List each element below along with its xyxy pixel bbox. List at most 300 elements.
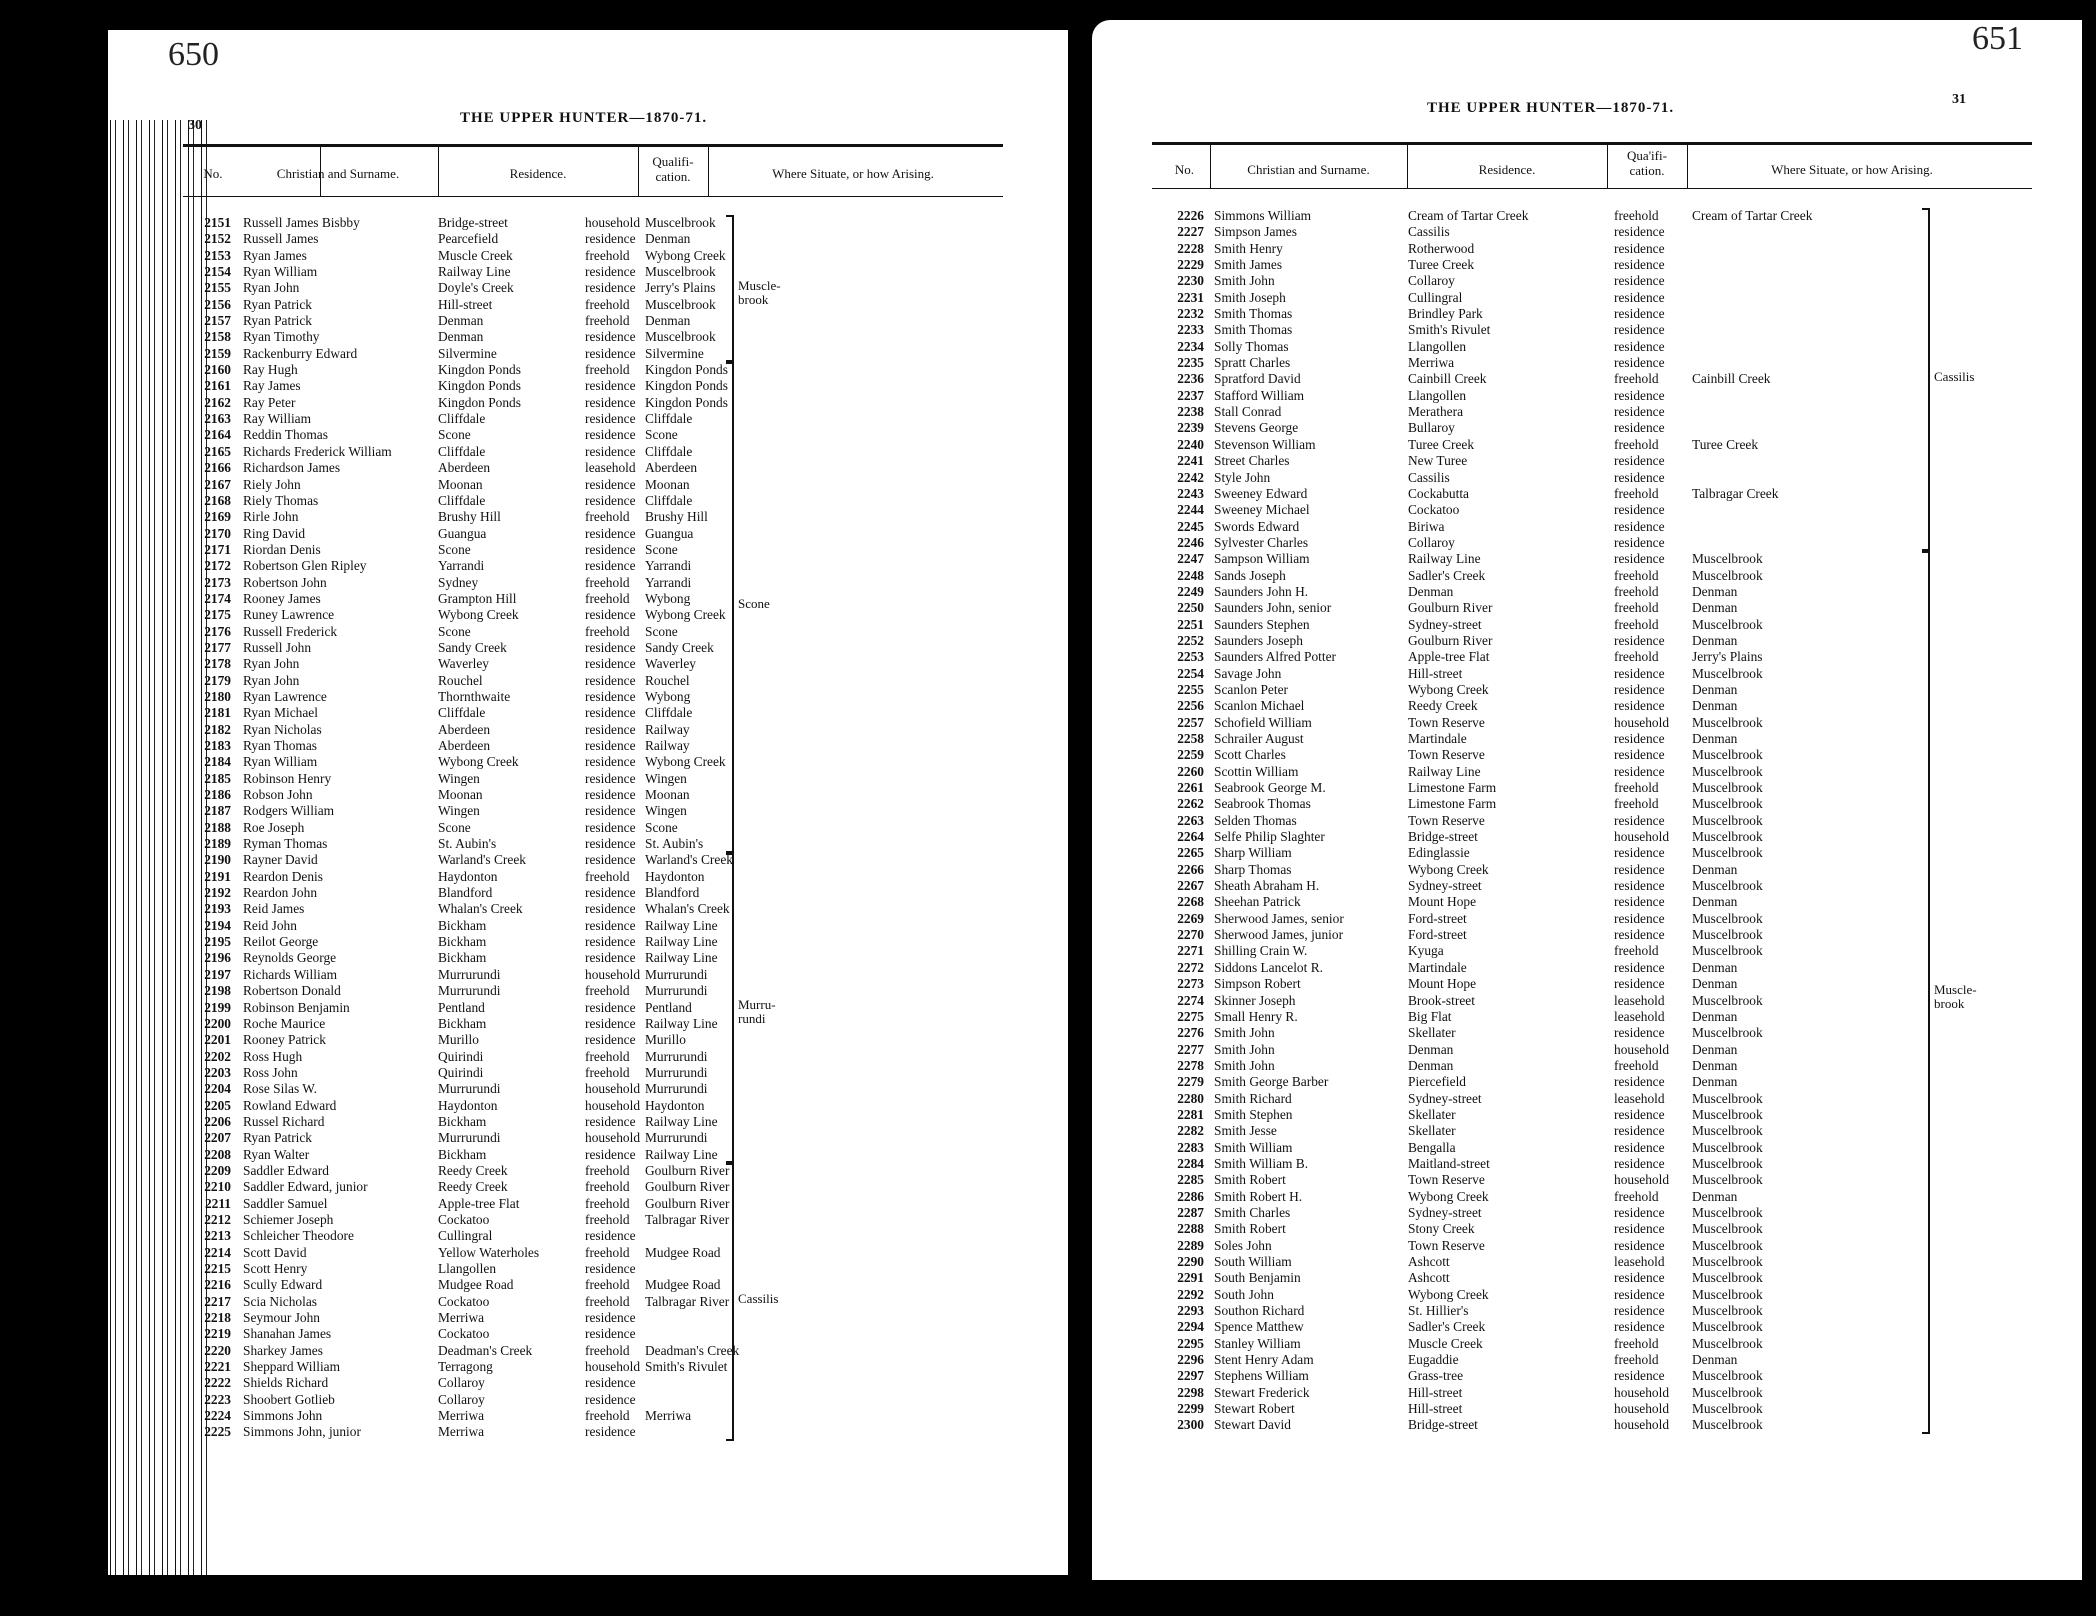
table-row — [1152, 453, 2052, 469]
table-row — [1152, 649, 2052, 665]
table-row — [183, 558, 1043, 574]
row-qualification: household — [1614, 1172, 1670, 1188]
row-name: Seabrook Thomas — [1214, 796, 1311, 812]
row-name: Saunders John, senior — [1214, 600, 1332, 616]
row-qualification: residence — [585, 1391, 636, 1407]
table-row — [1152, 1401, 2052, 1417]
table-row — [1152, 1058, 2052, 1074]
row-qualification: freehold — [1614, 943, 1659, 959]
table-row — [183, 378, 1043, 394]
row-number: 2200 — [204, 1015, 231, 1031]
row-where: Wybong — [645, 590, 691, 606]
row-number: 2193 — [204, 901, 231, 917]
row-number: 2160 — [204, 362, 231, 378]
row-residence: Bickham — [438, 917, 487, 933]
row-residence: Wybong Creek — [1408, 681, 1489, 697]
row-qualification: residence — [1614, 731, 1665, 746]
table-row — [1152, 715, 2052, 731]
table-row — [1152, 1123, 2052, 1139]
row-name: Saunders Joseph — [1214, 632, 1303, 648]
row-where: Wybong Creek — [645, 247, 726, 263]
table-row — [183, 1163, 1043, 1179]
row-qualification: residence — [585, 754, 636, 770]
row-qualification: residence — [585, 541, 636, 557]
row-number: 2255 — [1177, 681, 1204, 697]
row-number: 2176 — [204, 623, 231, 639]
table-row — [1152, 845, 2052, 861]
row-where: Scone — [645, 623, 678, 639]
row-where: Muscelbrook — [645, 296, 716, 312]
row-qualification: residence — [1614, 453, 1665, 469]
table-row — [1152, 1368, 2052, 1384]
row-qualification: residence — [585, 1310, 636, 1326]
row-name: Schrailer August — [1214, 731, 1304, 746]
row-qualification: residence — [1614, 518, 1665, 534]
row-name: Ryan John — [243, 280, 300, 296]
row-residence: Blandford — [438, 885, 493, 901]
row-qualification: freehold — [585, 623, 630, 639]
row-where: Denman — [1692, 1008, 1738, 1024]
row-number: 2166 — [204, 460, 231, 476]
row-number: 2184 — [204, 754, 231, 770]
row-where: Muscelbrook — [1692, 1286, 1763, 1302]
table-row — [1152, 1107, 2052, 1123]
row-number: 2237 — [1177, 387, 1204, 403]
row-where: Moonan — [645, 787, 690, 803]
row-name: Ryan Patrick — [243, 296, 313, 312]
table-row — [183, 820, 1043, 836]
row-number: 2195 — [204, 934, 231, 950]
row-number: 2283 — [1177, 1139, 1204, 1155]
row-name: Russell Frederick — [243, 623, 338, 639]
row-where: Murillo — [645, 1032, 686, 1048]
row-qualification: leasehold — [1614, 1090, 1665, 1106]
table-row — [183, 852, 1043, 868]
table-row — [1152, 747, 2052, 763]
row-name: Ryan James — [243, 247, 307, 263]
row-qualification: residence — [585, 934, 636, 950]
table-row — [183, 444, 1043, 460]
row-qualification: freehold — [585, 1211, 630, 1227]
table-row — [183, 1310, 1043, 1326]
row-qualification: residence — [1614, 1074, 1665, 1090]
table-row — [183, 1098, 1043, 1114]
row-residence: Waverley — [438, 656, 489, 672]
row-where: Muscelbrook — [1692, 1106, 1763, 1122]
row-name: Ryan Patrick — [243, 1130, 313, 1146]
table-row — [1152, 208, 2052, 224]
row-name: Simpson Robert — [1214, 976, 1301, 992]
row-residence: Silvermine — [438, 345, 497, 361]
row-residence: Maitland-street — [1408, 1155, 1490, 1171]
row-residence: Town Reserve — [1408, 812, 1485, 828]
row-residence: Hill-street — [1408, 1384, 1463, 1400]
table-row — [1152, 404, 2052, 420]
row-number: 2180 — [204, 688, 231, 704]
table-row — [1152, 617, 2052, 633]
row-qualification: freehold — [585, 1162, 630, 1178]
table-row — [183, 673, 1043, 689]
row-where: Goulburn River — [645, 1179, 730, 1195]
row-qualification: residence — [1614, 976, 1665, 992]
row-name: Ryan Patrick — [243, 313, 313, 329]
district-bracket — [726, 362, 734, 853]
row-where: Cream of Tartar Creek — [1692, 208, 1813, 223]
row-number: 2265 — [1177, 845, 1204, 861]
row-qualification: residence — [1614, 322, 1665, 338]
row-number: 2286 — [1177, 1188, 1204, 1204]
row-name: Sampson William — [1214, 551, 1310, 567]
row-residence: Limestone Farm — [1408, 780, 1497, 796]
row-name: Shilling Crain W. — [1214, 943, 1308, 959]
row-name: Spratford David — [1214, 371, 1301, 387]
row-residence: Yarrandi — [438, 558, 485, 574]
row-number: 2232 — [1177, 306, 1204, 322]
row-number: 2262 — [1177, 796, 1204, 812]
row-number: 2268 — [1177, 894, 1204, 910]
table-row — [1152, 960, 2052, 976]
row-name: Ryan Nicholas — [243, 721, 322, 737]
row-qualification: residence — [1614, 551, 1665, 567]
row-where: Yarrandi — [645, 574, 692, 590]
row-name: Sherwood James, junior — [1214, 927, 1344, 943]
row-where: Muscelbrook — [1692, 1139, 1763, 1155]
row-name: Smith Stephen — [1214, 1106, 1293, 1122]
row-qualification: household — [585, 215, 641, 230]
row-number: 2158 — [204, 329, 231, 345]
table-row — [1152, 943, 2052, 959]
row-name: Sherwood James, senior — [1214, 910, 1344, 926]
row-name: Stewart David — [1214, 1417, 1291, 1433]
row-name: Robertson John — [243, 574, 327, 590]
row-name: Saunders Stephen — [1214, 616, 1310, 632]
row-name: Smith Robert H. — [1214, 1188, 1303, 1204]
row-residence: Pentland — [438, 999, 485, 1015]
row-number: 2221 — [204, 1359, 231, 1375]
row-number: 2243 — [1177, 485, 1204, 501]
row-qualification: residence — [585, 705, 636, 721]
table-row — [183, 411, 1043, 427]
header-qualification: Qualifi- cation. — [652, 154, 694, 184]
row-where: Muscelbrook — [1692, 943, 1763, 959]
row-qualification: residence — [1614, 845, 1665, 861]
row-where: Murrurundi — [645, 983, 708, 999]
table-row — [183, 1081, 1043, 1097]
row-number: 2173 — [204, 574, 231, 590]
table-row — [1152, 584, 2052, 600]
row-residence: Martindale — [1408, 959, 1467, 975]
row-qualification: household — [585, 1359, 641, 1375]
row-name: Smith William — [1214, 1139, 1293, 1155]
row-residence: Kingdon Ponds — [438, 394, 521, 410]
row-number: 2254 — [1177, 665, 1204, 681]
row-qualification: residence — [1614, 1368, 1665, 1384]
row-qualification: residence — [1614, 681, 1665, 697]
row-qualification: residence — [1614, 338, 1665, 354]
row-number: 2273 — [1177, 976, 1204, 992]
row-residence: Bullaroy — [1408, 420, 1455, 436]
row-name: Stafford William — [1214, 387, 1305, 403]
table-row — [1152, 437, 2052, 453]
row-name: Ray Peter — [243, 394, 296, 410]
row-residence: Cockabutta — [1408, 485, 1469, 501]
table-row — [183, 1049, 1043, 1065]
table-row — [1152, 1172, 2052, 1188]
row-residence: Turee Creek — [1408, 257, 1475, 273]
table-row — [1152, 633, 2052, 649]
row-name: Simmons John — [243, 1408, 323, 1424]
row-name: Smith Thomas — [1214, 322, 1293, 338]
row-where: Denman — [1692, 1352, 1738, 1368]
district-label: Cassilis — [1934, 368, 1975, 384]
row-name: Selfe Philip Slaghter — [1214, 829, 1325, 845]
row-number: 2207 — [204, 1130, 231, 1146]
row-where: Yarrandi — [645, 558, 692, 574]
row-name: Saddler Samuel — [243, 1195, 328, 1211]
district-bracket — [726, 1163, 734, 1441]
table-row — [1152, 813, 2052, 829]
table-row — [1152, 1319, 2052, 1335]
table-row — [1152, 682, 2052, 698]
row-name: Style John — [1214, 469, 1271, 485]
row-qualification: freehold — [585, 1408, 630, 1424]
row-name: Russel Richard — [243, 1113, 325, 1129]
row-residence: Denman — [438, 313, 484, 329]
table-row — [183, 1424, 1043, 1440]
row-residence: Edinglassie — [1408, 845, 1470, 861]
row-number: 2271 — [1177, 943, 1204, 959]
row-qualification: freehold — [585, 1064, 630, 1080]
row-name: Rackenburry Edward — [243, 345, 358, 361]
row-qualification: residence — [1614, 273, 1665, 289]
row-where: Muscelbrook — [1692, 763, 1763, 779]
row-where: Denman — [645, 313, 691, 329]
row-number: 2194 — [204, 917, 231, 933]
row-residence: Merriwa — [438, 1424, 485, 1440]
row-residence: Mount Hope — [1408, 976, 1477, 992]
table-row — [183, 918, 1043, 934]
row-qualification: residence — [585, 852, 636, 868]
row-qualification: residence — [1614, 665, 1665, 681]
row-qualification: freehold — [1614, 1188, 1659, 1204]
table-row — [183, 1359, 1043, 1375]
row-residence: Haydonton — [438, 868, 498, 884]
row-where: Murrurundi — [645, 966, 708, 982]
row-number: 2297 — [1177, 1368, 1204, 1384]
row-qualification: freehold — [1614, 208, 1659, 223]
row-name: Smith James — [1214, 257, 1283, 273]
table-row — [1152, 1042, 2052, 1058]
row-number: 2177 — [204, 639, 231, 655]
row-name: Sweeney Edward — [1214, 485, 1308, 501]
row-residence: Wingen — [438, 770, 480, 786]
row-number: 2234 — [1177, 338, 1204, 354]
row-where: Denman — [1692, 632, 1738, 648]
row-residence: Railway Line — [1408, 763, 1481, 779]
row-name: Rodgers William — [243, 803, 335, 819]
row-qualification: residence — [585, 231, 636, 247]
row-name: Robson John — [243, 787, 313, 803]
row-name: Smith Thomas — [1214, 306, 1293, 322]
row-residence: Wybong Creek — [1408, 861, 1489, 877]
row-number: 2216 — [204, 1277, 231, 1293]
row-name: Reardon John — [243, 885, 318, 901]
row-residence: Ashcott — [1408, 1270, 1450, 1286]
row-number: 2191 — [204, 868, 231, 884]
row-residence: Merriwa — [438, 1408, 485, 1424]
row-number: 2249 — [1177, 583, 1204, 599]
row-residence: Bickham — [438, 950, 487, 966]
row-where: Muscelbrook — [1692, 1155, 1763, 1171]
row-qualification: leasehold — [1614, 1254, 1665, 1269]
row-residence: St. Hillier's — [1408, 1303, 1469, 1319]
table-row — [183, 313, 1043, 329]
header-no: No. — [203, 166, 223, 181]
row-residence: Cockatoo — [438, 1326, 490, 1342]
row-number: 2245 — [1177, 518, 1204, 534]
row-residence: New Turee — [1408, 453, 1468, 469]
table-row — [1152, 1074, 2052, 1090]
row-name: Stephens William — [1214, 1368, 1309, 1384]
row-number: 2153 — [204, 247, 231, 263]
row-name: Stewart Robert — [1214, 1401, 1295, 1417]
row-residence: Whalan's Creek — [438, 901, 523, 917]
row-residence: Deadman's Creek — [438, 1342, 533, 1358]
row-name: Skinner Joseph — [1214, 992, 1296, 1008]
row-where: Scone — [645, 819, 678, 835]
district-bracket — [1922, 208, 1930, 551]
row-residence: Mount Hope — [1408, 894, 1477, 910]
row-qualification: household — [1614, 1384, 1670, 1400]
table-row — [183, 1375, 1043, 1391]
row-number: 2263 — [1177, 812, 1204, 828]
row-number: 2267 — [1177, 878, 1204, 894]
row-where: Muscelbrook — [1692, 1319, 1763, 1335]
row-residence: Denman — [1408, 583, 1454, 599]
row-qualification: freehold — [585, 1195, 630, 1211]
row-name: Ross John — [243, 1064, 298, 1080]
row-where: Wingen — [645, 770, 687, 786]
table-row — [183, 1212, 1043, 1228]
row-number: 2214 — [204, 1244, 231, 1260]
row-residence: Skellater — [1408, 1025, 1456, 1041]
row-where: Denman — [1692, 1057, 1738, 1073]
row-number: 2226 — [1177, 208, 1204, 223]
row-where: Denman — [1692, 583, 1738, 599]
table-row — [183, 983, 1043, 999]
row-where: Talbragar River — [645, 1211, 730, 1227]
table-row — [183, 771, 1043, 787]
row-qualification: freehold — [585, 313, 630, 329]
row-qualification: residence — [1614, 502, 1665, 518]
table-row — [1152, 1287, 2052, 1303]
row-qualification: household — [1614, 829, 1670, 845]
row-number: 2248 — [1177, 567, 1204, 583]
table-row — [183, 1261, 1043, 1277]
row-residence: Railway Line — [1408, 551, 1481, 567]
row-qualification: freehold — [585, 574, 630, 590]
row-qualification: freehold — [1614, 371, 1659, 387]
table-row — [183, 1147, 1043, 1163]
row-where: Murrurundi — [645, 1081, 708, 1097]
row-where: Haydonton — [645, 1097, 705, 1113]
row-name: Scanlon Michael — [1214, 698, 1305, 714]
row-residence: Town Reserve — [1408, 1172, 1485, 1188]
row-qualification: residence — [585, 345, 636, 361]
row-residence: Skellater — [1408, 1123, 1456, 1139]
row-qualification: residence — [585, 443, 636, 459]
row-name: Stall Conrad — [1214, 404, 1282, 420]
row-residence: Cockatoo — [438, 1293, 490, 1309]
row-name: Ryan John — [243, 656, 300, 672]
row-residence: Murrurundi — [438, 1081, 501, 1097]
row-qualification: residence — [1614, 698, 1665, 714]
row-qualification: residence — [1614, 534, 1665, 550]
row-number: 2274 — [1177, 992, 1204, 1008]
row-residence: Kingdon Ponds — [438, 378, 521, 394]
table-row — [183, 395, 1043, 411]
header-residence: Residence. — [509, 166, 567, 181]
row-name: Roche Maurice — [243, 1015, 326, 1031]
row-where: Cliffdale — [645, 705, 693, 721]
row-number: 2152 — [204, 231, 231, 247]
row-where: Kingdon Ponds — [645, 378, 728, 394]
row-name: Saddler Edward, junior — [243, 1179, 368, 1195]
row-qualification: freehold — [585, 1342, 630, 1358]
row-where: Railway — [645, 738, 690, 753]
row-name: Siddons Lancelot R. — [1214, 959, 1323, 975]
row-where: Wybong Creek — [645, 607, 726, 623]
row-residence: Aberdeen — [438, 738, 491, 753]
row-name: Street Charles — [1214, 453, 1290, 469]
row-qualification: residence — [1614, 812, 1665, 828]
row-where: Railway Line — [645, 917, 718, 933]
row-name: Rooney Patrick — [243, 1032, 326, 1048]
row-residence: Sydney-street — [1408, 1090, 1482, 1106]
row-number: 2280 — [1177, 1090, 1204, 1106]
row-name: Richardson James — [243, 460, 341, 476]
row-number: 2285 — [1177, 1172, 1204, 1188]
row-where: Muscelbrook — [1692, 796, 1763, 812]
row-residence: Cainbill Creek — [1408, 371, 1487, 387]
table-row — [183, 215, 1043, 231]
row-qualification: residence — [585, 607, 636, 623]
row-residence: Aberdeen — [438, 721, 491, 737]
row-number: 2188 — [204, 819, 231, 835]
header-residence: Residence. — [1478, 162, 1536, 177]
row-where: Denman — [1692, 600, 1738, 616]
table-row — [183, 1032, 1043, 1048]
row-name: Sharp William — [1214, 845, 1292, 861]
row-qualification: residence — [585, 264, 636, 280]
row-name: Simmons John, junior — [243, 1424, 361, 1440]
row-where: Warland's Creek — [645, 852, 733, 868]
row-where: Haydonton — [645, 868, 705, 884]
row-qualification: freehold — [585, 1048, 630, 1064]
row-number: 2192 — [204, 885, 231, 901]
table-row — [1152, 322, 2052, 338]
table-row — [183, 1196, 1043, 1212]
header-qualification: Qua'ifi- cation. — [1627, 148, 1667, 178]
row-qualification: residence — [1614, 1237, 1665, 1253]
row-name: Ryan Thomas — [243, 738, 317, 753]
table-row — [1152, 1189, 2052, 1205]
row-number: 2165 — [204, 443, 231, 459]
row-name: Russell James Bisbby — [243, 215, 360, 230]
row-name: Rose Silas W. — [243, 1081, 318, 1097]
row-residence: Brushy Hill — [438, 509, 501, 525]
row-residence: Denman — [438, 329, 484, 345]
